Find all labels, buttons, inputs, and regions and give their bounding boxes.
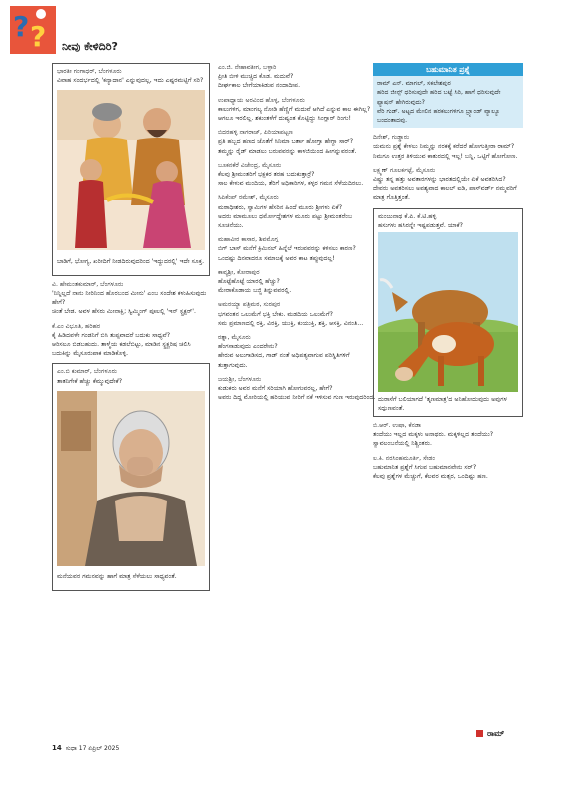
qa-item [218,63,376,91]
asker-name: ಮಹಾವೀರ ಕಾಸಾರ, ಶಿವಮೊಗ್ಗ [218,236,279,244]
answer-text: ಸ್ವಾವಲಂಬನೆಯಲ್ಲಿ ನಿಶ್ಚಿಂತರು. [373,440,432,448]
signature-text: ರಾಮ್ [487,729,505,738]
asker-name: ಉಪಾಧ್ಯಾಯ ಅರವಿಂದ ಹೊಳ್ಳ, ಬೆಂಗಳೂರು [218,96,305,104]
asker-name: ಬಿ.ಆರ್. ಉಷಾ, ಕೆನಡಾ [373,422,422,430]
answer-text: ದುರಾಸೆಗೆ ಬಲಿಯಾಗದೆ 'ತೃಣಮಾತ್ರ'ದ ಅನಿಹೋದುವುದು ಅವುಗಳ ಸದ್ಗುಣವಂತೆ. [378,396,507,413]
question-text: ಕೆಲವು ಶ್ರೀಮಂತರಿಗೆ ಭಕ್ಷಕರ ತರಹ ಬದುಕುತ್ತಾರ್ರೆ? [218,171,315,179]
qa-box [373,208,523,417]
featured-question-box [373,76,523,128]
answer-text: ಮೇರಾಕೊಡಾಯ ಬಜ್ಜಿ ತಿನ್ನುವವರಲ್ಲಿ. [218,287,292,295]
answer-text: ಅದರು ಮಾಮೂಲು ಧರ್ಮೋದ್ದೇಶಗಳ ಮೂರು ಪಟ್ಟು ಶ್ರೀಮಂತರೆಂಬ ಸೂಚನೆಯು. [218,212,353,230]
qa-item [52,280,210,317]
answer-text: ಅವರು ದಿದ್ದ ಮೋರಿಯಲ್ಲಿ ಹರಿಯುವ ನೀರಿಗೆ ನಕೆ ಇಳಿಸುವ ಗುಣ ಇರುವುದರಿಂದ. [218,394,376,402]
qa-item [373,454,523,482]
author-signature [476,729,504,739]
question-text: ಬಿಗ್ ಬಾಸ್ ಮನೆಗೆ ಕ್ರಿಮಿನಲ್ ಹಿನ್ನೆಲೆ ಇರುವವರನ್ನು ಕಳಿಸಲು ಕಾರಣ? [218,245,356,253]
answer-text: ವೆರಿ ಗುಡ್. ಅಟ್ಟದ ಮೇಲಿನ ಹರಕಲುಗಳಿಗೂ ಬ್ರ್ಯಾಂಡ್ ವ್ಯಾಲ್ಯೂ ಬಂದಂತಾದವು. [377,107,500,125]
asker-name: ವಿ. ಹೇಮಂತಕುಮಾರ್, ಬೆಂಗಳೂರು [52,280,124,288]
qa-item [373,133,523,161]
red-square-icon [476,730,483,737]
issue-info: ಸುಧಾ 17 ಏಪ್ರಿಲ್ 2025 [65,745,120,752]
wedding-illustration [57,90,205,250]
question-text: ಹೆಂಗಸಾಡುವುದು ಎಂದರೇನು? [218,343,278,351]
answer-text: ದೇವರು ಅವತರಿಸಲು ಅವಶ್ಯವಾದ ಕಾಲಲ್ ಐಡಿ, ಪಾಸ್‌ವರ್ಡ್ ನಮ್ಮವರಿಗೆ ಮಾತ್ರ ಗೊತ್ತಿತ್ತಂತೆ. [373,185,517,202]
qa-item [218,300,376,328]
question-text: ಭಗವಂತನ ಒಲುಮೆಗೆ ಭಕ್ತಿ ಬೇಕು. ಮಡದಿಯ ಒಲುಮೆಗೆ? [218,310,333,318]
asker-name: ಮಂಜುನಾಥ ಕೆ.ಪಿ. ಕೆ.ಟಿ.ಹಳ್ಳಿ [378,212,437,220]
qa-item [218,268,376,296]
qa-item [373,166,523,203]
qa-item [218,333,376,370]
question-text: ವಿವಾಹ ಸಂದರ್ಭದಲ್ಲಿ 'ಕನ್ಯಾದಾನ' ಎನ್ನುವುದಲ್ಲ, ಇದು ಎಷ್ಟರಮಟ್ಟಿಗೆ ಸರಿ? [57,77,204,85]
asker-name: ಜಯಶ್ರೀ, ಬೆಂಗಳೂರು [218,375,262,383]
question-text: ಪ್ರತಿ ಹಬ್ಬದ ಹಣದ ಜೊತೆಗೆ ಸಿನಿಮಾ ಬರ್ತಾ ಹೋಗ್ತಾ ಹೇಗ್ದಾ ಸಾರ್? [218,138,353,146]
answer-text: ಸಾಲ ಕೇಳುವ ಮಂದಿಯ, ತೆರಿಗೆ ಅಧಿಕಾರಿಗಳ, ಕಳ್ಳರ ಗಮನ ಸೆಳೆಯದಿರಲು. [218,180,364,188]
qa-item [218,375,376,403]
question-text: 'ನಿನ್ನಿಲ್ಲದೆ ನಾನು ನೀರಿನಿಂದ ಹೊರಬಂದ ಮೀನು' ಎಂಬ ಸಂದೇಶ ಕಳುಹಿಸುವುದು ಹೇಗೆ? [52,289,207,307]
column-right [373,63,523,486]
asker-name: ದಿನೇಶ್, ಗುಡ್ಡಾರು [373,134,410,142]
question-mark-icon: ? [13,10,30,43]
answer-text: ತಮ್ಮನ್ನು ರೈಡ್ ಮಾಡಲು ಬರುವವರನ್ನು ಕಾಳಜಿಯಿಂದ ಹೀಗನ್ನುವರಂತೆ. [218,147,357,155]
column-left [52,63,210,595]
answer-text: ದೀರ್ಘಕಾಲ ಬೇಗೆಯಾಕಿಡುವ ನಂದಾದೀಪ. [218,82,301,90]
asker-name: ಎಂ.ಬಿ ಕುಮಾರ್, ಬೆಂಗಳೂರು [57,368,117,376]
answer-text: ನಿಮಗೂ ಉತ್ತರ ತಿಳಿಯುವ ಕಾತುರದಲ್ಲಿ ಇಲ್ಲ! ಬನ್ನಿ, ಒಟ್ಟಿಗೆ ಹೋಗೋಣ. [373,152,518,160]
asker-name: ಕಾವ್ಯಶ್ರೀ, ಕೋರಾಪುರ [218,268,260,276]
question-text: ಕೈ ಹಿಡಿದವಳೇ ಗಂಡನಿಗೆ ಬಿಸಿ ತುಪ್ಪವಾದರೆ ಬದುಕು ಸಾಧ್ಯವೆ? [52,331,170,339]
question-mark-icon: ? [30,20,47,53]
qa-item [57,67,205,85]
question-text: ತಾತನಿಗೇಕೆ ಹೆಚ್ಚು ಕೆಮ್ಮುವುದೇಕೆ? [57,377,122,385]
asker-name: ಬಿದರಹಳ್ಳಿ ನಾಗರಾಜ್, ಪಿರಿಯಾಪಟ್ಟಣ [218,129,293,137]
answer-text: ಕೆಲವು ಪ್ರಶ್ನೆಗಳ ಮೆಚ್ಚುಗೆ, ಕೆಲವರ ಮತ್ಸರ, ಒಂದಿಷ್ಟು ಹಣ. [373,473,488,481]
cows-illustration [378,232,518,392]
question-text: ಹಸುಗಳು ಹಸಿರನ್ನೇ ಇಷ್ಟಪಡುತ್ತವೆ. ಯಾಕೆ? [378,221,463,229]
column-middle [218,63,376,408]
asker-name: ಎಂ.ಜಿ. ನೇಹಾವತೀಗ, ಬಳ್ಳಾರಿ [218,64,277,71]
qa-item [52,322,210,359]
question-text: ಹರಿದ ಜೀನ್ಸ್ ಧರಿಸುವುದೇ ಹರಿದ ಬಟ್ಟೆ ಸಿರಿ, ಹಾಗೆ ಧರಿಸುವುದೇ ಫ್ಯಾಷನ್ ಹೇಗಿರುವುದು? [377,89,501,106]
asker-name: ಅಮರಯ್ಯಾ ಪತ್ರಿಮಠ, ಸುರಪುರ [218,301,281,309]
answer-text: ಆಗಲೂ ಇರಲಿಲ್ಲ. ಶಕುಂತಳೆಗೆ ದುಷ್ಯಂತ ಕೊಟ್ಟಿದ್ದು ಸಿಂಗ್ಲಾರ್ ರಿಂಗು! [218,115,351,123]
question-text: ಬಹುಮಾನಿತ ಪ್ರಶ್ನೆಗೆ ಸಿಗುವ ಬಹುಮಾನವೇನು ಸರ್? [373,463,477,471]
qa-box [52,363,210,591]
qa-box [52,63,210,276]
question-text: ಕಾಲುಗಳಿಗ, ಮಾಂಗಲ್ಯ ನೋಡಿ ಹೆಣ್ಣಿಗೆ ಮದುವೆ ಆಗಿದೆ ಎನ್ನುವ ಕಾಲ ಈಗಿಲ್ಲ? [218,105,371,113]
question-text: ಕುಡುಕರು ಅವರ ಮನೆಗೆ ಸರಿಯಾಗಿ ಹೋಗುವರಲ್ಲ, ಹೇಗೆ? [218,385,333,393]
qa-item [373,421,523,449]
page-number: 14 [52,744,62,752]
answer-text: ಬಾಡಿಗೆ, ಭೋಗ್ಯ, ಖರೀದಿಗೆ ನೀಡದಿರುವುದರಿಂದ 'ಇದ್ದುದರಲ್ಲಿ' ಇದೇ ಸೂಕ್ತ. [57,257,205,265]
asker-name: ಸಿಪಿಕೆಂಪ್ ರಮೇಶ್, ಮೈಸೂರು [218,194,279,202]
question-text: ತಂದೆಯು ಇಲ್ಲದ ಮಕ್ಕಳು ಅನಾಥರು. ಮಕ್ಕಳಿಲ್ಲದ ತಂದೆಯು? [373,431,494,439]
page-footer [52,744,119,753]
question-text: ಹೊಟ್ಟೆಹೊಟ್ಟೆ ಯಾರಲ್ಲಿ ಹೆಚ್ಚು? [218,278,280,286]
answer-text: ಹೇರುವ ಅಲುಗಾಡಿಸದ, ಗಾಡ್ ನಂತೆ ಅಧಿಪತ್ಯವಾಗುವ ಪರಿಸ್ಥಿತಿಗಳಿಗೆ ತುತ್ತಾಗುವುದು. [218,352,350,369]
answer-text: ಆರಿಸಲೂ ಬಿಡಬಹುದು. ತಾಳ್ಮೆಯ ಕಡಲೆಬಿಟ್ಟು, ಮಾಡಿನ ಸ್ಟ್ರಕ್ಚರಿಷ ಚಲಿಸಿ ಬದುಕಿನ್ನು ಮೈಸೂರುಪಾಕ ಮಾಡಿಕೊಳ್ಳಿ. [52,341,191,358]
coughing-man-illustration [57,391,205,566]
asker-name: ರಾಮ್‌ ಎನ್. ಮಾಗಲ್, ಸಕಲೇಶಪುರ [377,80,451,88]
question-text: ಪ್ರೀತಿ ಬೀಳಿ ಮುಚ್ಚಿದ ಕೊಡ. ಮದುವೆ? [218,73,294,81]
question-text: ವಿಷ್ಣು ತನ್ನ ಹತ್ತು ಅವತಾರಗಳನ್ನು ಭಾರತದಲ್ಲಿಯೇ ಏಕೆ ಅವತರಿಸಿದ? [373,176,506,184]
question-text: ಮಠಾಧೀಶರು, ಸ್ವಾಮಿಗಳ ಹೆಸರಿನ ಹಿಂದೆ ಮೂರು ಶ್ರೀಗಳು ಏಕೆ? [218,203,342,211]
asker-name: ಲಕ್ಷ್ಮಣ್ ಗೂಲರ್ಕಟ್ಟೆ, ಮೈಸೂರು [373,166,436,174]
answer-text: ಒಂದಷ್ಟು ದಿನವಾದರೂ ಸಮಾಜಕ್ಕೆ ಅವರ ಕಾಟ ತಪ್ಪುವುದಲ್ಲ! [218,254,335,262]
answer-text: ಮನೆಯವರ ಗಮನವನ್ನು ಹಾಗೆ ಮಾತ್ರ ಸೆಳೆಯಲು ಸಾಧ್ಯವಂತೆ. [57,573,177,580]
qa-item [218,161,376,189]
asker-name: ಬೂಕನಕೆರೆ ವಿಜೇಂದ್ರ, ಮೈಸೂರು [218,161,282,169]
qa-item [218,193,376,230]
qa-item [218,128,376,156]
magazine-logo [10,6,56,54]
answer-text: ಚಿಂತೆ ಬೇಡ. ಅವಳ ಹೆಸರು ಮೀನಾಕ್ಷಿ; ಸ್ವಿಮ್ಮಿಂಗ್ ಪೂಲಲ್ಲಿ 'ಇನ್ ಸ್ಟ್ರಕ್ಟರ್'. [52,308,196,316]
page-title: ನೀವು ಕೇಳಿದಿರಿ? [62,40,118,53]
asker-name: ಕೆ.ಎಂ ವಿಭೂತಿ, ಹರಿಹರ [52,322,101,330]
qa-item [218,96,376,124]
asker-name: ಭಾರತೀ ಗಂಗಾಧರ್, ಬೆಂಗಳೂರು [57,68,122,75]
qa-item [218,235,376,263]
asker-name: ಲ.ಕಿ. ನರಸಿಂಹಮೂರ್ತಿ, ಸೇಡಂ [373,454,436,462]
answer-text: ಸಮ ಪ್ರಮಾಣದಲ್ಲಿ ರಕ್ತಿ, ವಿರಕ್ತಿ, ಯುಕ್ತಿ, ಕುಯುಕ್ತಿ, ಶಕ್ತಿ, ಆಸಕ್ತಿ, ವಿನಂತಿ... [218,319,364,327]
featured-question-header: ಬಹುಮಾನಿತ ಪ್ರಶ್ನೆ [373,63,523,76]
question-text: ಯಮನು ಪ್ರಶ್ನೆ ಕೇಳಲು ನಿಮ್ಮನ್ನು ನರಕಕ್ಕೆ ಕರೆದರೆ ಹೋಗುತ್ತೀರಾ ರಾಮ್? [373,143,515,151]
qa-item [57,367,205,385]
asker-name: ರತ್ನಾ, ಮೈಸೂರು [218,334,251,342]
logo-dot [36,9,46,19]
